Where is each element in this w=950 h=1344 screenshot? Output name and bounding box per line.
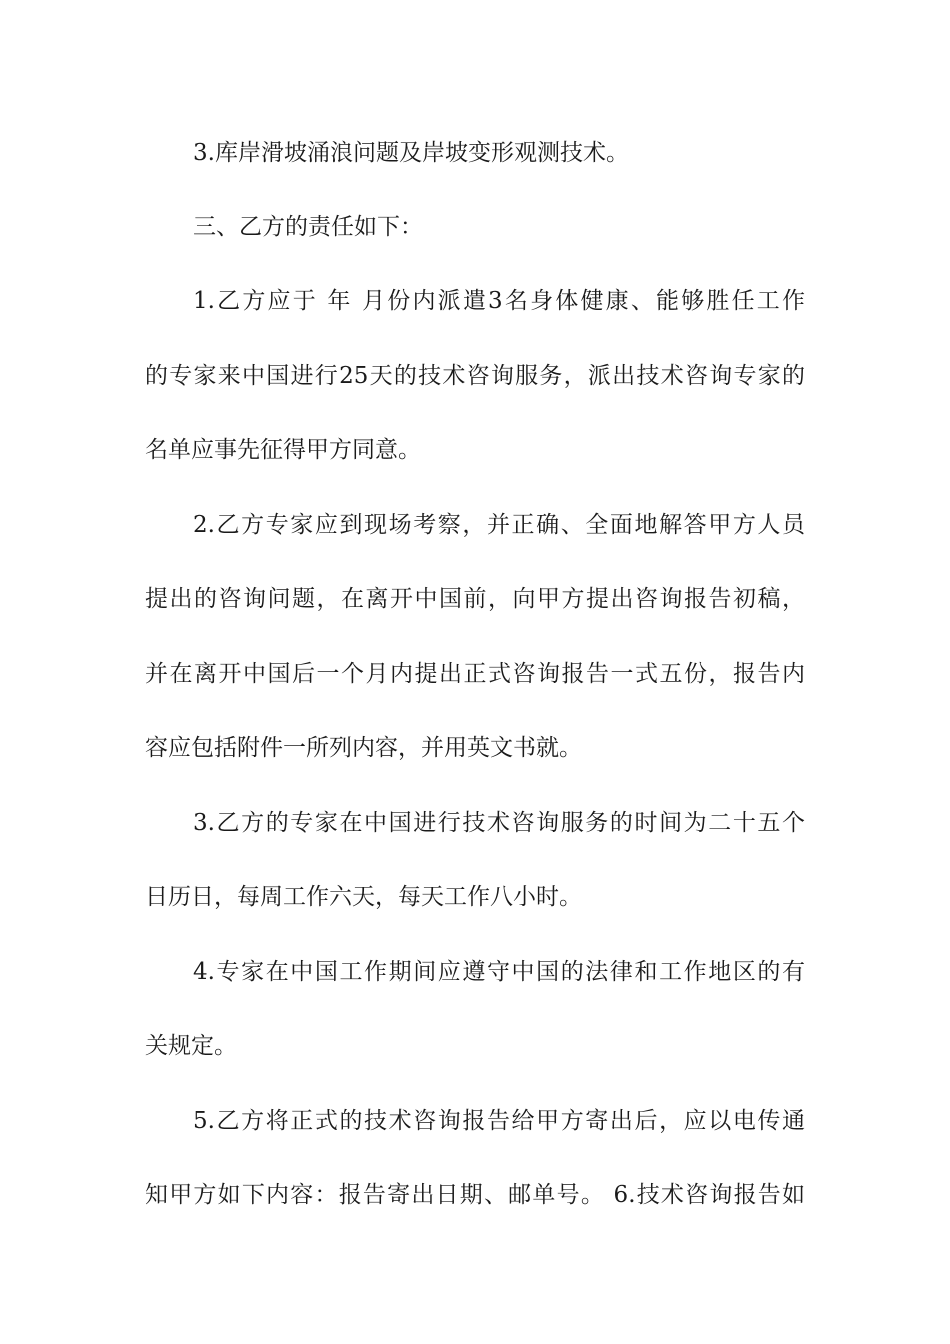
paragraph-line: 1.乙方应于 年 月份内派遣3名身体健康、能够胜任工作	[193, 288, 805, 314]
paragraph-line: 名单应事先征得甲方同意。	[145, 437, 421, 463]
section-heading: 三、乙方的责任如下：	[193, 214, 423, 240]
paragraph-line: 日历日，每周工作六天，每天工作八小时。	[145, 884, 582, 910]
paragraph-line: 3.库岸滑坡涌浪问题及岸坡变形观测技术。	[193, 140, 629, 166]
paragraph-line: 容应包括附件一所列内容，并用英文书就。	[145, 735, 582, 761]
paragraph-line: 2.乙方专家应到现场考察，并正确、全面地解答甲方人员	[193, 512, 805, 538]
paragraph-line: 提出的咨询问题，在离开中国前，向甲方提出咨询报告初稿，	[145, 586, 805, 612]
paragraph-line: 3.乙方的专家在中国进行技术咨询服务的时间为二十五个	[193, 810, 805, 836]
paragraph-line: 4.专家在中国工作期间应遵守中国的法律和工作地区的有	[193, 959, 805, 985]
paragraph-line: 并在离开中国后一个月内提出正式咨询报告一式五份，报告内	[145, 661, 805, 687]
paragraph-line: 的专家来中国进行25天的技术咨询服务，派出技术咨询专家的	[145, 363, 805, 389]
paragraph-line: 5.乙方将正式的技术咨询报告给甲方寄出后，应以电传通	[193, 1108, 805, 1134]
paragraph-line: 关规定。	[145, 1033, 237, 1059]
paragraph-line: 知甲方如下内容：报告寄出日期、邮单号。 6.技术咨询报告如	[145, 1182, 805, 1208]
